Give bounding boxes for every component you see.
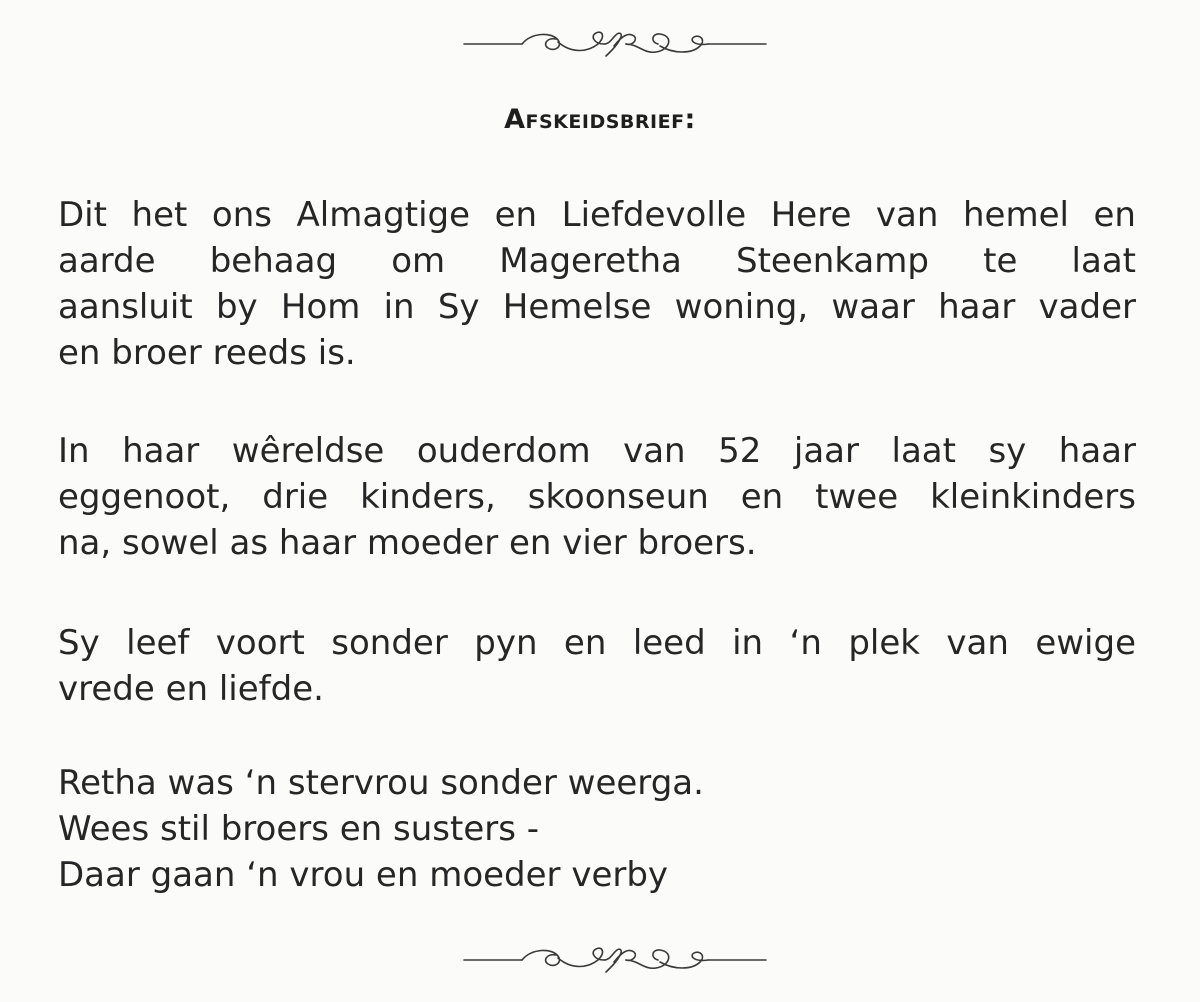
paragraph-line: aansluit by Hom in Sy Hemelse woning, waar haar vader [58,287,1136,327]
paragraph-line: aarde behaag om Mageretha Steenkamp te laat [58,241,1136,281]
paragraph-3 [58,620,1136,712]
paragraph-line: Dit het ons Almagtige en Liefdevolle Here van hemel en [58,195,1136,235]
paragraph-line: na, sowel as haar moeder en vier broers. [58,523,757,563]
paragraph-line: Wees stil broers en susters - [58,809,540,849]
flourish-divider-icon [460,940,770,980]
paragraph-4 [58,760,1136,898]
paragraph-line: In haar wêreldse ouderdom van 52 jaar laat sy haar [58,431,1136,471]
flourish-divider-icon [460,24,770,64]
paragraph-line: en broer reeds is. [58,333,356,373]
paragraph-line: Retha was ‘n stervrou sonder weerga. [58,763,704,803]
paragraph-line: Sy leef voort sonder pyn en leed in ‘n plek van ewige [58,623,1136,663]
paragraph-1 [58,192,1136,376]
paragraph-line: vrede en liefde. [58,669,324,709]
document-heading: Afskeidsbrief: [504,104,696,135]
paragraph-line: Daar gaan ‘n vrou en moeder verby [58,855,669,895]
paragraph-line: eggenoot, drie kinders, skoonseun en twee kleinkinders [58,477,1136,517]
paragraph-2 [58,428,1136,566]
